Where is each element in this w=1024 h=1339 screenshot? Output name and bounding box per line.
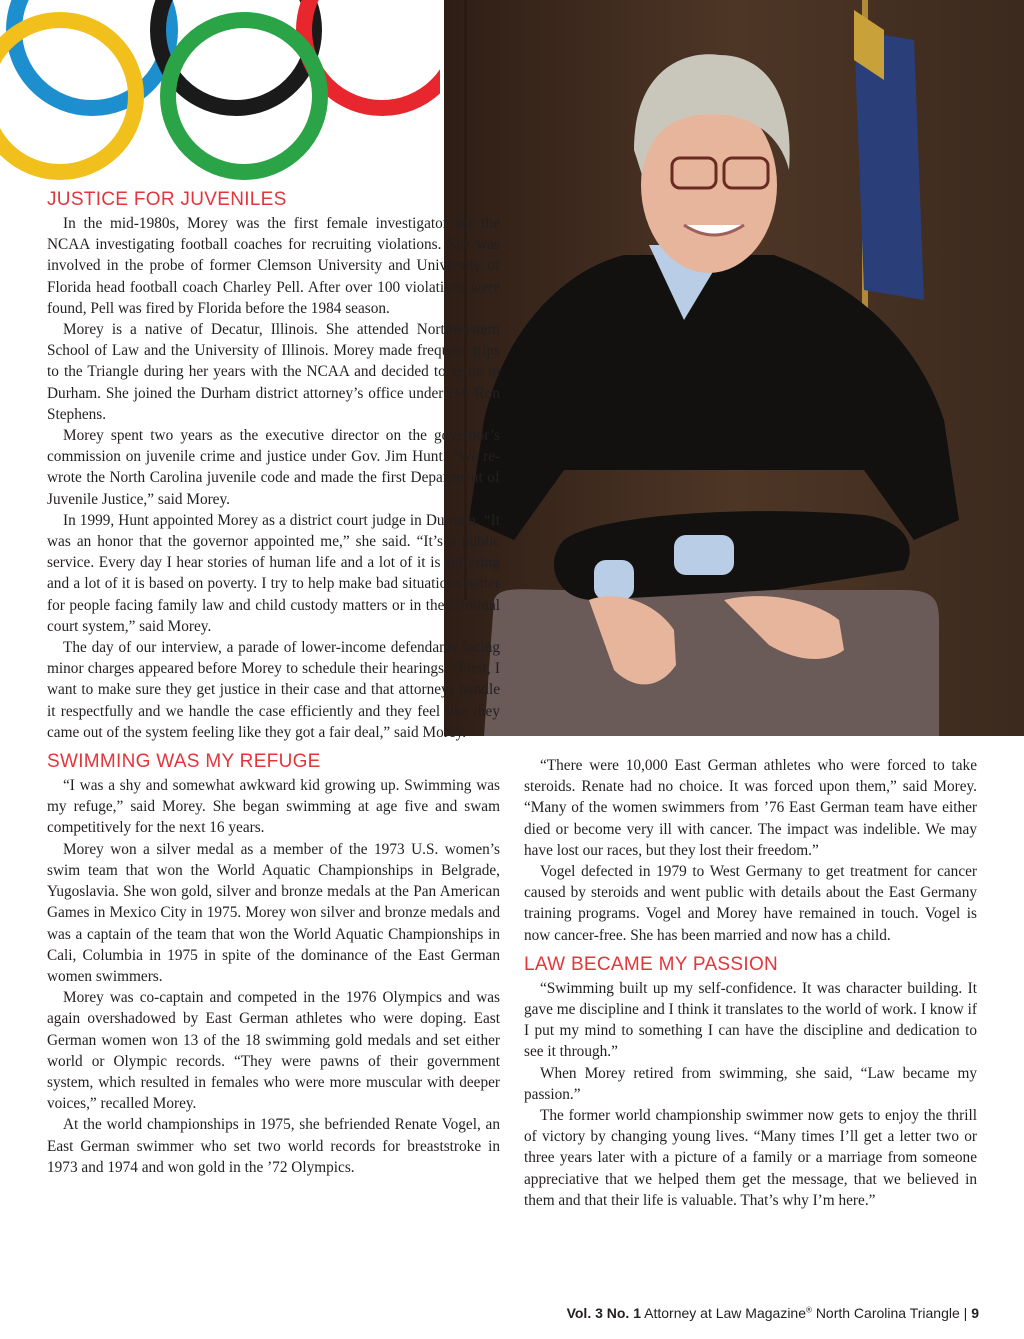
magazine-name: Attorney at Law Magazine (644, 1305, 807, 1321)
paragraph: The day of our interview, a parade of lower-income defendants facing minor charges appeared before Morey to schedule their hearings. “First, I want to make sure they get justice in their case and that attorneys handle it respectfully and we handle the case efficiently and they feel like they came out of the system feeling like they got a fair deal,” said Morey. (47, 639, 500, 741)
paragraph: “Swimming built up my self-confidence. It was character building. It gave me discipline and I think it translates to the world of work. I know if I put my mind to something I can have the discipline and dedication to see it through.” (524, 979, 977, 1061)
chair-back (484, 589, 939, 736)
page-number: 9 (971, 1305, 979, 1321)
paragraph: Morey won a silver medal as a member of the 1973 U.S. women’s swim team that won the World Aquatic Championships in Belgrade, Yugoslavia. She won gold, silver and bronze medals at the Pan American Games in Mexico City in 1975. Morey won silver and bronze medals and was a captain of the team that won the World Aquatic Championships in Cali, Columbia in 1975 in spite of the dominance of the East German women swimmers. (47, 840, 500, 985)
article-column-left (47, 187, 500, 1178)
paragraph: Vogel defected in 1979 to West Germany to get treatment for cancer caused by steroids and went public with details about the East Germany training programs. Vogel and Morey have remained in touch. Vogel is now cancer-free. She has been married and now has a child. (524, 863, 977, 944)
paragraph: “There were 10,000 East German athletes who were forced to take steroids. Renate had no choice. It was forced upon them,” said Morey. “Many of the women swimmers from ’76 East German team have either died or become very ill with cancer. The impact was indelible. We may have lost our races, but they lost their freedom.” (524, 757, 977, 859)
section-heading-swimming: SWIMMING WAS MY REFUGE (47, 751, 321, 773)
volume-label: Vol. 3 No. 1 (566, 1305, 642, 1321)
paragraph: Morey spent two years as the executive director on the governor’s commission on juvenile crime and justice under Gov. Jim Hunt. “We re-wrote the North Carolina juvenile code and made the first Department of Juvenile Justice,” said Morey. (47, 427, 500, 508)
paragraph: When Morey retired from swimming, she said, “Law became my passion.” (524, 1064, 977, 1103)
olympic-rings-graphic (0, 0, 440, 180)
paragraph: In 1999, Hunt appointed Morey as a district court judge in Durham. “It was an honor that the governor appointed me,” she said. “It’s a public service. Every day I hear stories of human life and a lot of it is suffering and a lot of it is based on poverty. I try to help make bad situations better for people facing family law and child custody matters or in the criminal court system,” said Morey. (47, 511, 500, 635)
registered-mark: ® (806, 1305, 812, 1315)
paragraph: “I was a shy and somewhat awkward kid growing up. Swimming was my refuge,” said Morey. She began swimming at age five and swam competitively for the next 16 years. (47, 777, 500, 837)
article-column-right (524, 755, 977, 1211)
footer-separator: | (963, 1305, 968, 1321)
page-footer (567, 1305, 979, 1321)
paragraph: At the world championships in 1975, she befriended Renate Vogel, an East German swimmer who set two world records for breaststroke in 1973 and 1974 and won gold in the ’72 Olympics. (47, 1116, 500, 1176)
region-name: North Carolina Triangle (815, 1305, 960, 1321)
paragraph: Morey is a native of Decatur, Illinois. She attended Northwestern School of Law and the University of Illinois. Morey made frequent trips to the Triangle during her years with the NCAA and decided to settle in Durham. She joined the Durham district attorney’s office under DA Ron Stephens. (47, 321, 500, 423)
section-heading-justice: JUSTICE FOR JUVENILES (47, 189, 287, 210)
judge-portrait-photo (444, 0, 1024, 736)
paragraph: The former world championship swimmer now gets to enjoy the thrill of victory by changing young lives. “Many times I’ll get a letter two or three years later with a picture of a family or a marriage from someone appreciative that we helped them get the message, that we believed in them and that their life is valuable. That’s why I’m here.” (524, 1107, 977, 1209)
flag (854, 30, 924, 300)
paragraph: In the mid-1980s, Morey was the first female investigator for the NCAA investigating football coaches for recruiting violations. She was involved in the probe of former Clemson University and University of Florida head football coach Charley Pell. After over 100 violations were found, Pell was fired by Florida before the 1984 season. (47, 215, 500, 317)
section-heading-law: LAW BECAME MY PASSION (524, 953, 779, 975)
paragraph: Morey was co-captain and competed in the 1976 Olympics and was again overshadowed by East German athletes who were doping. East German women won 13 of the 18 swimming gold medals and set either world or Olympic records. “They were pawns of their government system, which resulted in females who were more muscular with deeper voices,” recalled Morey. (47, 989, 500, 1113)
